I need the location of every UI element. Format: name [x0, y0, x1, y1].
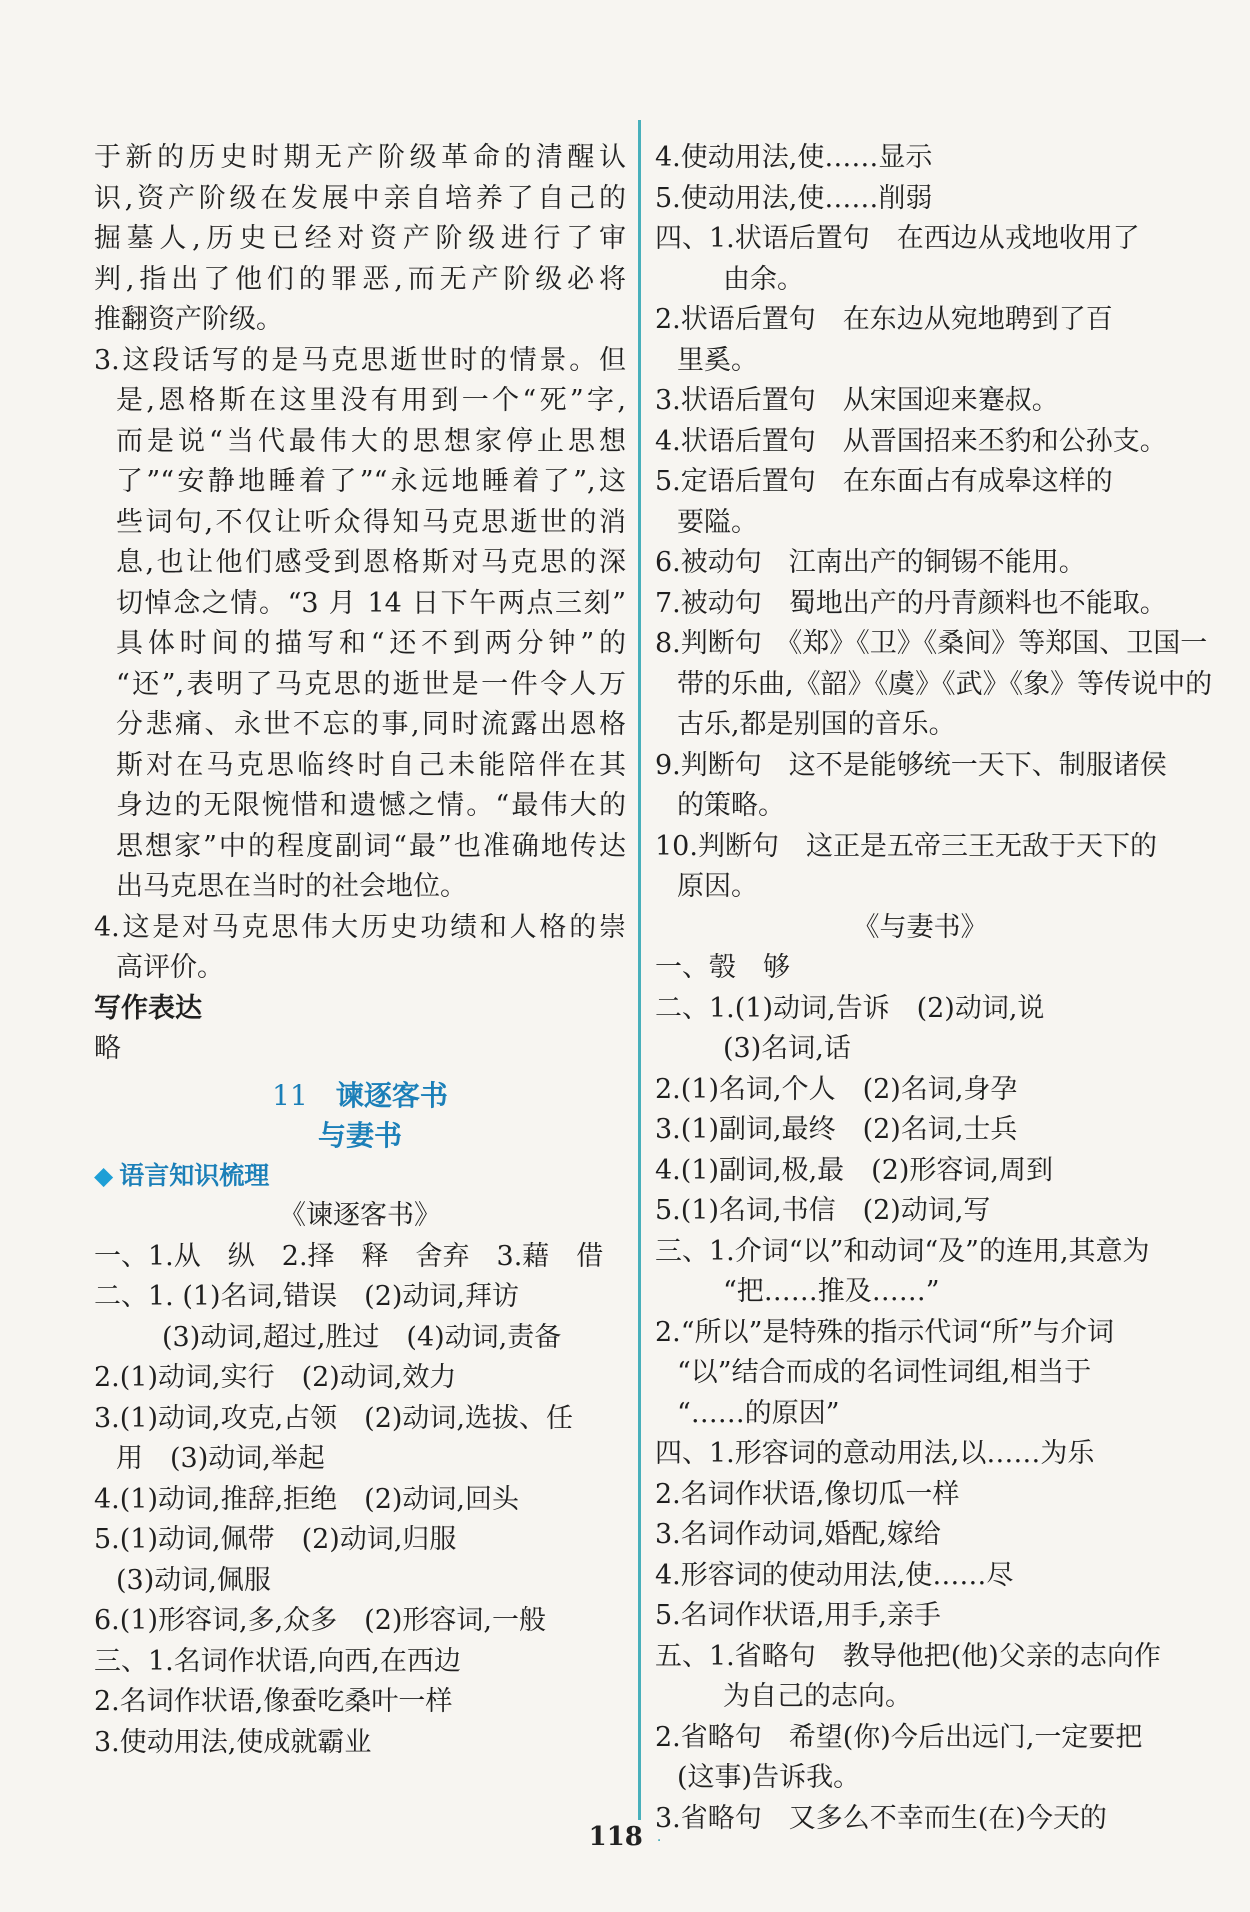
left-column [94, 138, 626, 1763]
page-number [0, 1822, 1250, 1852]
answer-list-part-2 [655, 948, 1185, 1839]
answer-line: 2.省略句 希望(你)今后出远门,一定要把 [655, 1721, 1143, 1753]
text-line: 掘墓人,历史已经对资产阶级进行了审 [94, 223, 626, 254]
answer-line: 二、1.(1)动词,告诉 (2)动词,说 [655, 992, 1045, 1024]
section-heading [94, 1156, 626, 1197]
text-line: 思想家”中的程度副词“最”也准确地传达 [116, 830, 626, 862]
answer-line: 5.名词作状语,用手,亲手 [655, 1600, 941, 1631]
answer-line: 4.(1)副词,极,最 (2)形容词,周到 [655, 1154, 1053, 1186]
answer-line: 9.判断句 这不是能够统一天下、制服诸侯 [655, 749, 1167, 781]
answer-line: 5.定语后置句 在东面占有成皋这样的 [655, 466, 1113, 497]
answer-line: 2.(1)名词,个人 (2)名词,身孕 [655, 1073, 1018, 1105]
chapter-number: 11 [272, 1078, 308, 1112]
text-line: 3.这段话写的是马克思逝世时的情景。但 [94, 344, 626, 376]
text-line: 息,也让他们感受到恩格斯对马克思的深 [116, 547, 626, 578]
answer-line: 的策略。 [677, 790, 785, 821]
answer-line: 2.名词作状语,像蚕吃桑叶一样 [94, 1686, 453, 1717]
section-heading-label: 语言知识梳理 [119, 1160, 270, 1190]
text-line: 身边的无限惋惜和遗憾之情。“最伟大的 [116, 790, 626, 821]
text-line: 4.这是对马克思伟大历史功绩和人格的崇 [94, 911, 626, 943]
text-line: “还”,表明了马克思的逝世是一件令人万 [116, 668, 626, 700]
answer-line: 一、1.从 纵 2.择 释 舍弃 3.藉 借 [94, 1240, 604, 1272]
answer-line: 5.(1)名词,书信 (2)动词,写 [655, 1195, 991, 1226]
text-line: 具体时间的描写和“还不到两分钟”的 [116, 628, 626, 659]
text-line: 了”“安静地睡着了”“永远地睡着了”,这 [116, 466, 626, 497]
writing-heading: 写作表达 [94, 992, 202, 1024]
answer-line: 用 (3)动词,举起 [116, 1443, 325, 1474]
answer-line: 由余。 [723, 263, 804, 295]
continuation-paragraph [94, 138, 626, 341]
answer-line: 原因。 [677, 871, 758, 902]
answer-item-4 [94, 908, 626, 989]
text-line: 切悼念之情。“3 月 14 日下午两点三刻” [116, 587, 626, 619]
answer-line: 3.状语后置句 从宋国迎来蹇叔。 [655, 385, 1059, 416]
answer-line: 为自己的志向。 [723, 1681, 912, 1712]
answer-line: (这事)告诉我。 [677, 1762, 861, 1793]
column-divider [638, 120, 641, 1820]
answer-line: (3)动词,佩服 [116, 1564, 271, 1596]
text-line: 高评价。 [116, 952, 224, 983]
answer-line: (3)动词,超过,胜过 (4)动词,责备 [162, 1321, 562, 1353]
chapter-subtitle [94, 1116, 626, 1156]
diamond-icon: ◆ [94, 1160, 114, 1190]
answer-line: 3.名词作动词,婚配,嫁给 [655, 1519, 941, 1550]
answer-line: “……的原因” [677, 1397, 840, 1429]
answer-line: 6.(1)形容词,多,众多 (2)形容词,一般 [94, 1605, 546, 1636]
chapter-title-2: 与妻书 [317, 1118, 402, 1152]
answer-line: (3)名词,话 [723, 1033, 851, 1064]
text-subtitle: 《谏逐客书》 [279, 1200, 441, 1231]
answer-line: 2.名词作状语,像切瓜一样 [655, 1478, 960, 1510]
answer-line: 三、1.介词“以”和动词“及”的连用,其意为 [655, 1235, 1150, 1267]
answer-line: 8.判断句 《郑》《卫》《桑间》等郑国、卫国一 [655, 628, 1208, 659]
answer-list-part-1 [655, 138, 1213, 908]
answer-list [94, 1237, 626, 1764]
answer-line: 7.被动句 蜀地出产的丹青颜料也不能取。 [655, 587, 1167, 619]
answer-line: “把……推及……” [723, 1276, 940, 1307]
answer-line: 五、1.省略句 教导他把(他)父亲的志向作 [655, 1640, 1161, 1672]
text-line: 识,资产阶级在发展中亲自培养了自己的 [94, 182, 626, 214]
text-line: 而是说“当代最伟大的思想家停止思想 [116, 425, 626, 457]
answer-line: 2.(1)动词,实行 (2)动词,效力 [94, 1362, 457, 1393]
answer-line: 要隘。 [677, 506, 758, 538]
right-column [655, 138, 1213, 1839]
text-line: 斯对在马克思临终时自己未能陪伴在其 [116, 749, 626, 781]
chapter-title-1: 谏逐客书 [335, 1078, 448, 1112]
text-line: 判,指出了他们的罪恶,而无产阶级必将 [94, 263, 626, 295]
dot-icon: · [656, 1833, 662, 1849]
answer-line: 带的乐曲,《韶》《虞》《武》《象》等传说中的 [677, 668, 1213, 700]
answer-line: 4.形容词的使动用法,使……尽 [655, 1559, 1014, 1591]
answer-line: 里奚。 [677, 344, 758, 376]
answer-line: 四、1.状语后置句 在西边从戎地收用了 [655, 223, 1140, 254]
writing-body: 略 [94, 1033, 121, 1064]
answer-line: 6.被动句 江南出产的铜锡不能用。 [655, 547, 1086, 578]
text-line: 是,恩格斯在这里没有用到一个“死”字, [116, 385, 626, 416]
chapter-title [94, 1076, 626, 1116]
answer-line: 2.“所以”是特殊的指示代词“所”与介词 [655, 1316, 1114, 1348]
answer-line: 5.使动用法,使……削弱 [655, 182, 933, 214]
answer-line: 二、1. (1)名词,错误 (2)动词,拜访 [94, 1281, 519, 1312]
answer-line: 2.状语后置句 在东边从宛地聘到了百 [655, 304, 1113, 335]
answer-line: 3.省略句 又多么不幸而生(在)今天的 [655, 1802, 1107, 1834]
answer-line: 10.判断句 这正是五帝三王无敌于天下的 [655, 830, 1157, 862]
answer-line: 5.(1)动词,佩带 (2)动词,归服 [94, 1524, 457, 1555]
text-line: 些词句,不仅让听众得知马克思逝世的消 [116, 506, 626, 538]
answer-line: 古乐,都是别国的音乐。 [677, 709, 956, 740]
answer-line: 3.(1)动词,攻克,占领 (2)动词,选拔、任 [94, 1402, 573, 1434]
answer-line: 四、1.形容词的意动用法,以……为乐 [655, 1438, 1095, 1469]
answer-line: 3.使动用法,使成就霸业 [94, 1726, 372, 1758]
answer-line: “以”结合而成的名词性词组,相当于 [677, 1357, 1092, 1388]
text-line: 分悲痛、永世不忘的事,同时流露出恩格 [116, 709, 626, 740]
answer-item-3 [94, 341, 626, 908]
answer-line: 三、1.名词作状语,向西,在西边 [94, 1645, 461, 1677]
page-number-value: 118 [588, 1822, 643, 1852]
text-line: 于新的历史时期无产阶级革命的清醒认 [94, 142, 626, 173]
answer-line: 一、彀 够 [655, 952, 790, 983]
answer-line: 4.使动用法,使……显示 [655, 142, 933, 173]
text-line: 推翻资产阶级。 [94, 304, 283, 335]
answer-line: 4.状语后置句 从晋国招来丕豹和公孙支。 [655, 425, 1167, 457]
text-subtitle: 《与妻书》 [852, 911, 988, 943]
answer-line: 4.(1)动词,推辞,拒绝 (2)动词,回头 [94, 1483, 519, 1515]
answer-line: 3.(1)副词,最终 (2)名词,士兵 [655, 1114, 1018, 1145]
text-line: 出马克思在当时的社会地位。 [116, 871, 467, 902]
